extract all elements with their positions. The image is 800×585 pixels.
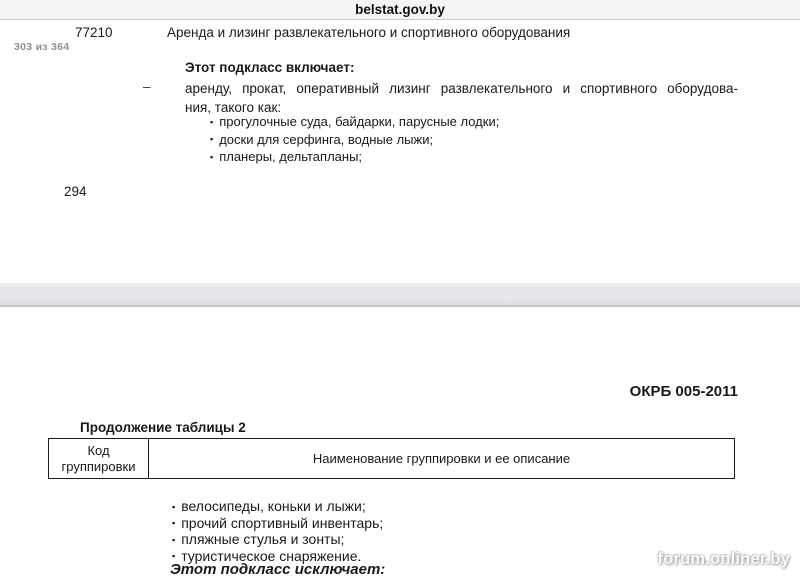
bullet-icon: ▪: [172, 501, 176, 512]
bullet-icon: ▪: [210, 151, 214, 162]
includes-paragraph: [185, 79, 738, 117]
document-code: ОКРБ 005-2011: [629, 383, 738, 400]
forum-watermark: forum.onliner.by: [657, 550, 790, 568]
table-header-code: Код группировки: [49, 439, 149, 479]
list-item-text: планеры, дельтапланы;: [219, 149, 363, 164]
table-caption: Продолжение таблицы 2: [80, 420, 246, 435]
page-counter-badge: 303 из 364: [14, 41, 70, 53]
includes-line: ния, такого как:: [185, 100, 282, 115]
entry-title: Аренда и лизинг развлекательного и спортивного оборудования: [167, 25, 571, 40]
list-item: [210, 113, 499, 131]
list-item: [172, 531, 383, 548]
site-header-bar[interactable]: [0, 0, 800, 20]
list-item: [172, 515, 383, 532]
table-header-name: Наименование группировки и ее описание: [149, 439, 735, 479]
page-number: 294: [64, 184, 87, 199]
site-title: belstat.gov.by: [355, 2, 445, 17]
list-item-text: доски для серфинга, водные лыжи;: [219, 131, 434, 147]
continued-bullet-list: [172, 498, 383, 564]
list-item-text: туристическое снаряжение.: [181, 547, 362, 564]
includes-heading: Этот подкласс включает:: [185, 60, 355, 75]
includes-line: аренду, прокат, оперативный лизинг развлекательного и спортивного оборудова-: [185, 81, 738, 96]
includes-bullet-list: [210, 113, 499, 166]
list-item-text: пляжные стулья и зонты;: [181, 531, 345, 547]
bullet-icon: ▪: [172, 518, 176, 528]
list-item-text: велосипеды, коньки и лыжи;: [181, 498, 366, 514]
classification-table: [48, 438, 735, 479]
excludes-heading: Этот подкласс исключает:: [170, 561, 386, 578]
list-item-text: прочий спортивный инвентарь;: [181, 514, 384, 531]
dash-icon: –: [143, 79, 151, 94]
entry-code: 77210: [75, 25, 113, 40]
bullet-icon: ▪: [172, 534, 176, 545]
page-separator: [0, 283, 800, 307]
bullet-icon: ▪: [210, 134, 214, 144]
list-item-text: прогулочные суда, байдарки, парусные лодки;: [219, 114, 500, 129]
bullet-icon: ▪: [172, 551, 176, 561]
list-item: [172, 498, 383, 515]
list-item: [210, 148, 499, 166]
table-header-row: [49, 439, 735, 479]
list-item: [210, 131, 499, 149]
bullet-icon: ▪: [210, 116, 214, 127]
